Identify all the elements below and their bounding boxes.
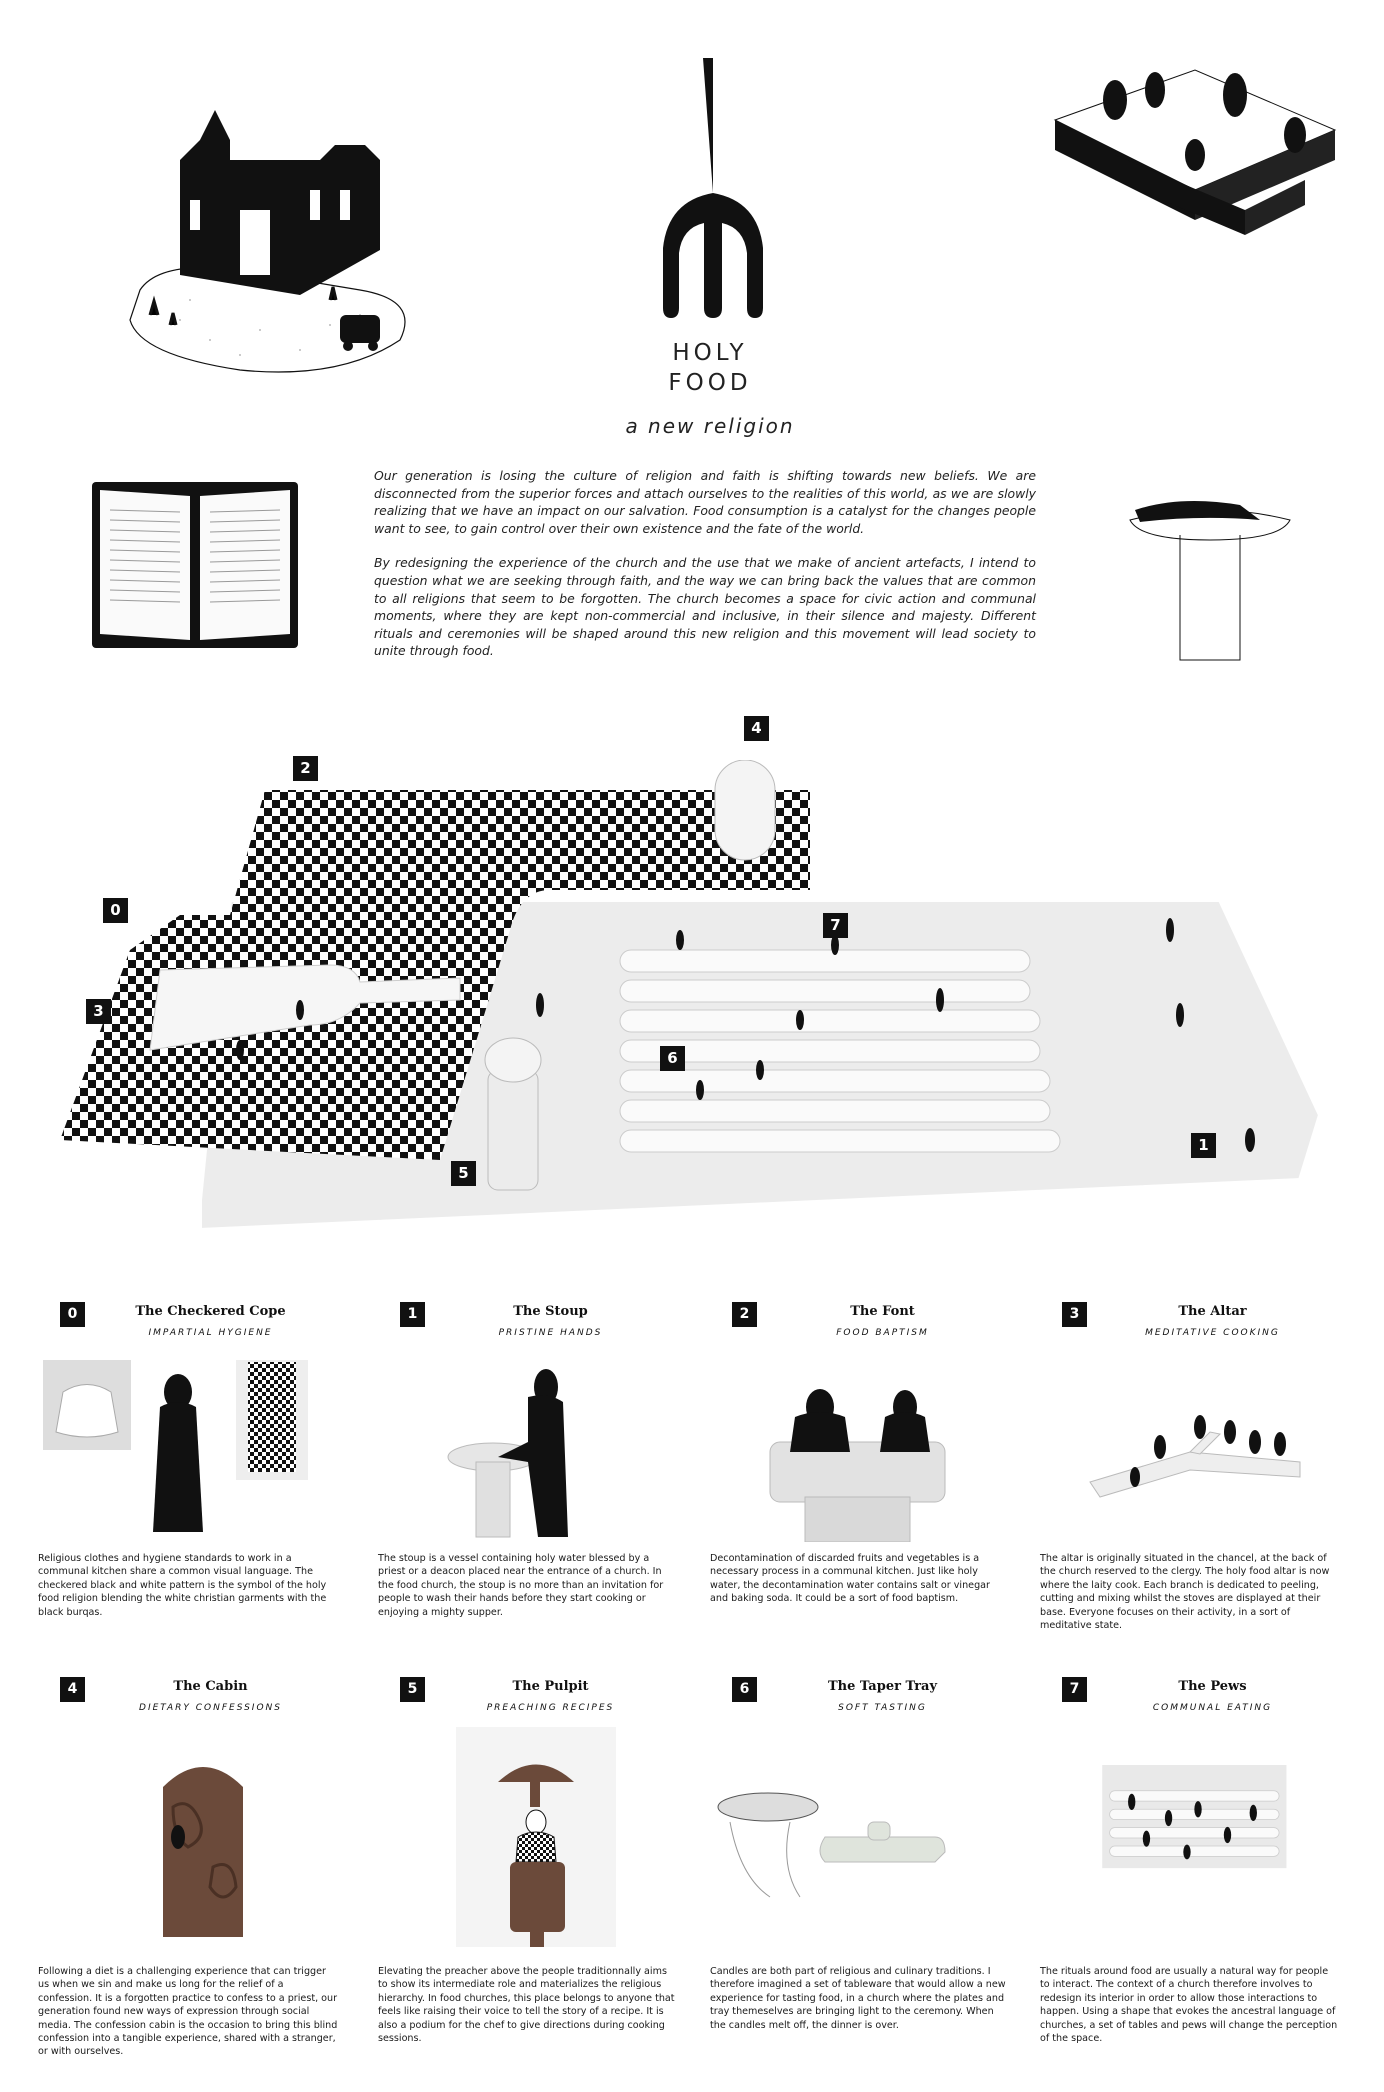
card-description: Decontamination of discarded fruits and vegetables is a necessary process in a communal kitchen. Just like holy water, the decontamination water contains salt or vinegar and baking soda. It could be a sort of food baptism.	[710, 1553, 990, 1605]
card-pulpit	[378, 1677, 683, 2077]
card-taper-tray	[710, 1677, 1015, 2077]
card-title: The Cabin	[173, 1679, 248, 1694]
pews-illustration	[1045, 60, 1345, 250]
card-pews	[1040, 1677, 1345, 2077]
bible-illustration	[90, 480, 300, 650]
card-description: The stoup is a vessel containing holy water blessed by a priest or a deacon placed near the entrance of a church. In the food church, the stoup is no more than an invitation for people to wash their hands before they start cooking or enjoying a mighty supper.	[378, 1553, 664, 1618]
card-number: 5	[400, 1677, 425, 1702]
card-subtitle: IMPARTIAL HYGIENE	[148, 1328, 273, 1338]
card-title: The Pulpit	[512, 1679, 589, 1694]
card-checkered-cope	[38, 1302, 343, 1632]
card-title: The Pews	[1178, 1679, 1247, 1694]
card-title: The Altar	[1178, 1304, 1247, 1319]
card-description: Following a diet is a challenging experience that can trigger us when we sin and make us long for the relief of a confession. It is a forgotten practice to confess to a priest, our generation found new ways of expression through social media. The confession cabin is the occasion to bring this blind confession into a tangible experience, shared with a stranger, or with ourselves.	[38, 1966, 338, 2058]
intro-paragraph-2: By redesigning the experience of the church and the use that we make of ancient artefacts, I intend to question what we are seeking through faith, and the way we can bring back the values that are common to all religions that seem to be forgotten. The church becomes a space for civic action and communal moments, where they are kept non-commercial and inclusive, in their silence and majesty. Different rituals and ceremonies will be shaped around this new religion and this movement will lead society to unite through food.	[374, 555, 1036, 659]
floor-plan-model	[40, 760, 1340, 1240]
pulpit-image	[378, 1727, 683, 1947]
card-description: Religious clothes and hygiene standards to work in a communal kitchen share a common visual language. The checkered black and white pattern is the symbol of the holy food religion blending the white christian garments with the black burqas.	[38, 1553, 327, 1618]
card-description: The altar is originally situated in the chancel, at the back of the church reserved to the clergy. The holy food altar is now where the laity cook. Each branch is dedicated to peeling, cutting and mixing whilst the stoves are displayed at their base. Everyone focuses on their activity, in a sort of meditative state.	[1040, 1553, 1330, 1632]
plan-marker-3[interactable]: 3	[86, 999, 111, 1024]
card-title: The Stoup	[513, 1304, 588, 1319]
intro-text	[374, 467, 1036, 660]
page-title: HOLY FOOD	[668, 340, 752, 396]
card-subtitle: SOFT TASTING	[838, 1703, 927, 1713]
cabin-image	[38, 1742, 343, 1942]
card-number: 4	[60, 1677, 85, 1702]
stoup-image	[378, 1352, 683, 1542]
card-stoup	[378, 1302, 683, 1632]
card-subtitle: COMMUNAL EATING	[1152, 1703, 1273, 1713]
church-illustration	[120, 100, 450, 380]
plan-marker-7[interactable]: 7	[823, 913, 848, 938]
font-image	[710, 1352, 1015, 1542]
card-title: The Taper Tray	[827, 1679, 938, 1694]
card-description: The rituals around food are usually a natural way for people to interact. The context of a church therefore involves to redesign its interior in order to allow those interactions to happen. Using a shape that evokes the ancestral language of churches, a set of tables and pews will change the perception of the space.	[1040, 1966, 1338, 2045]
card-number: 7	[1062, 1677, 1087, 1702]
card-altar	[1040, 1302, 1345, 1632]
card-title: The Font	[850, 1304, 915, 1319]
card-number: 1	[400, 1302, 425, 1327]
card-description: Candles are both part of religious and culinary traditions. I therefore imagined a set of tableware that would allow a new experience for tasting food, in a church where the plates and tray themeselves are bringing light to the ceremony. When the candles melt off, the dinner is over.	[710, 1966, 1006, 2031]
card-subtitle: FOOD BAPTISM	[836, 1328, 929, 1338]
altar-image	[1040, 1352, 1345, 1542]
card-number: 0	[60, 1302, 85, 1327]
fork-logo-icon	[648, 58, 768, 320]
plan-marker-0[interactable]: 0	[103, 898, 128, 923]
plan-marker-2[interactable]: 2	[293, 756, 318, 781]
card-font	[710, 1302, 1015, 1632]
card-subtitle: DIETARY CONFESSIONS	[139, 1703, 282, 1713]
stoup-sketch	[1120, 480, 1300, 670]
card-number: 6	[732, 1677, 757, 1702]
plan-marker-1[interactable]: 1	[1191, 1133, 1216, 1158]
card-subtitle: PREACHING RECIPES	[486, 1703, 615, 1713]
card-subtitle: PRISTINE HANDS	[498, 1328, 603, 1338]
pews-image	[1040, 1765, 1345, 1905]
plan-marker-5[interactable]: 5	[451, 1161, 476, 1186]
card-subtitle: MEDITATIVE COOKING	[1145, 1328, 1280, 1338]
cope-garments-image	[38, 1352, 343, 1542]
card-cabin	[38, 1677, 343, 2077]
taper-tray-image	[710, 1767, 1015, 1957]
page-subtitle: a new religion	[625, 414, 795, 438]
intro-paragraph-1: Our generation is losing the culture of religion and faith is shifting towards new beliefs. We are disconnected from the superior forces and attach ourselves to the realities of this world, as we are slowly realizing that we have an impact on our salvation. Food consumption is a catalyst for the changes people want to see, to gain control over their own existence and the fate of the world.	[374, 468, 1036, 536]
title-block	[560, 338, 860, 438]
plan-marker-6[interactable]: 6	[660, 1046, 685, 1071]
card-number: 3	[1062, 1302, 1087, 1327]
plan-marker-4[interactable]: 4	[744, 716, 769, 741]
card-title: The Checkered Cope	[135, 1304, 286, 1319]
card-description: Elevating the preacher above the people traditionnally aims to show its intermediate role and materializes the religious hierarchy. In food churches, this place belongs to anyone that feels like raising their voice to tell the story of a recipe. It is also a podium for the chef to give directions during cooking sessions.	[378, 1966, 675, 2045]
card-number: 2	[732, 1302, 757, 1327]
